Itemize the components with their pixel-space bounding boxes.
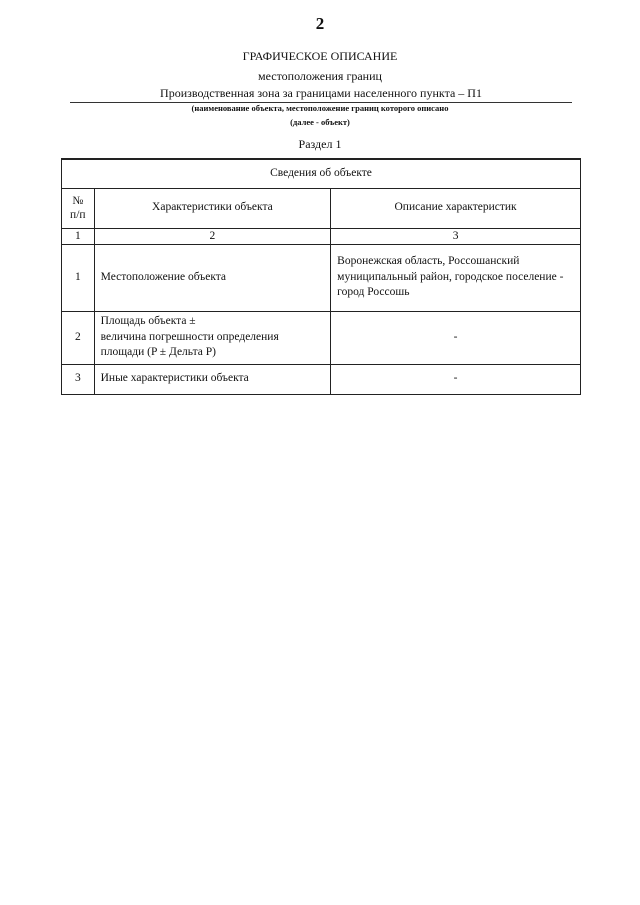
row-characteristic: Местоположение объекта [94, 244, 331, 311]
column-header-number-text: № п/п [70, 194, 86, 221]
column-header-characteristic: Характеристики объекта [94, 188, 331, 228]
object-name: Производственная зона за границами населенного пункта – П1 [70, 86, 572, 103]
row-characteristic [94, 311, 331, 364]
row-characteristic: Иные характеристики объекта [94, 364, 331, 394]
column-number: 2 [94, 228, 331, 244]
row-number: 3 [62, 364, 95, 394]
table-title-row [62, 159, 581, 188]
object-name-caption: (наименование объекта, местоположение границ которого описано [191, 103, 449, 113]
column-number: 1 [62, 228, 95, 244]
column-header-description: Описание характеристик [331, 188, 581, 228]
row-characteristic-text: Площадь объекта ± величина погрешности определения площади (P ± Дельта P) [100, 315, 279, 359]
table-row [62, 311, 581, 364]
row-description: - [331, 311, 581, 364]
row-number: 1 [62, 244, 95, 311]
row-description: - [331, 364, 581, 394]
table-row [62, 244, 581, 311]
column-header-number [62, 188, 95, 228]
table-header-row [62, 188, 581, 228]
table-title: Сведения об объекте [62, 159, 581, 188]
table-row [62, 364, 581, 394]
object-name-caption-continued: (далее - объект) [290, 117, 350, 127]
object-info-table [61, 158, 581, 395]
column-number-row [62, 228, 581, 244]
section-label: Раздел 1 [298, 137, 342, 151]
row-number: 2 [62, 311, 95, 364]
page-number: 2 [315, 14, 325, 33]
document-subtitle: местоположения границ [258, 69, 382, 83]
document-title: ГРАФИЧЕСКОЕ ОПИСАНИЕ [242, 49, 398, 63]
column-number: 3 [331, 228, 581, 244]
row-description: Воронежская область, Россошанский муниципальный район, городское поселение - город Россошь [331, 244, 581, 311]
